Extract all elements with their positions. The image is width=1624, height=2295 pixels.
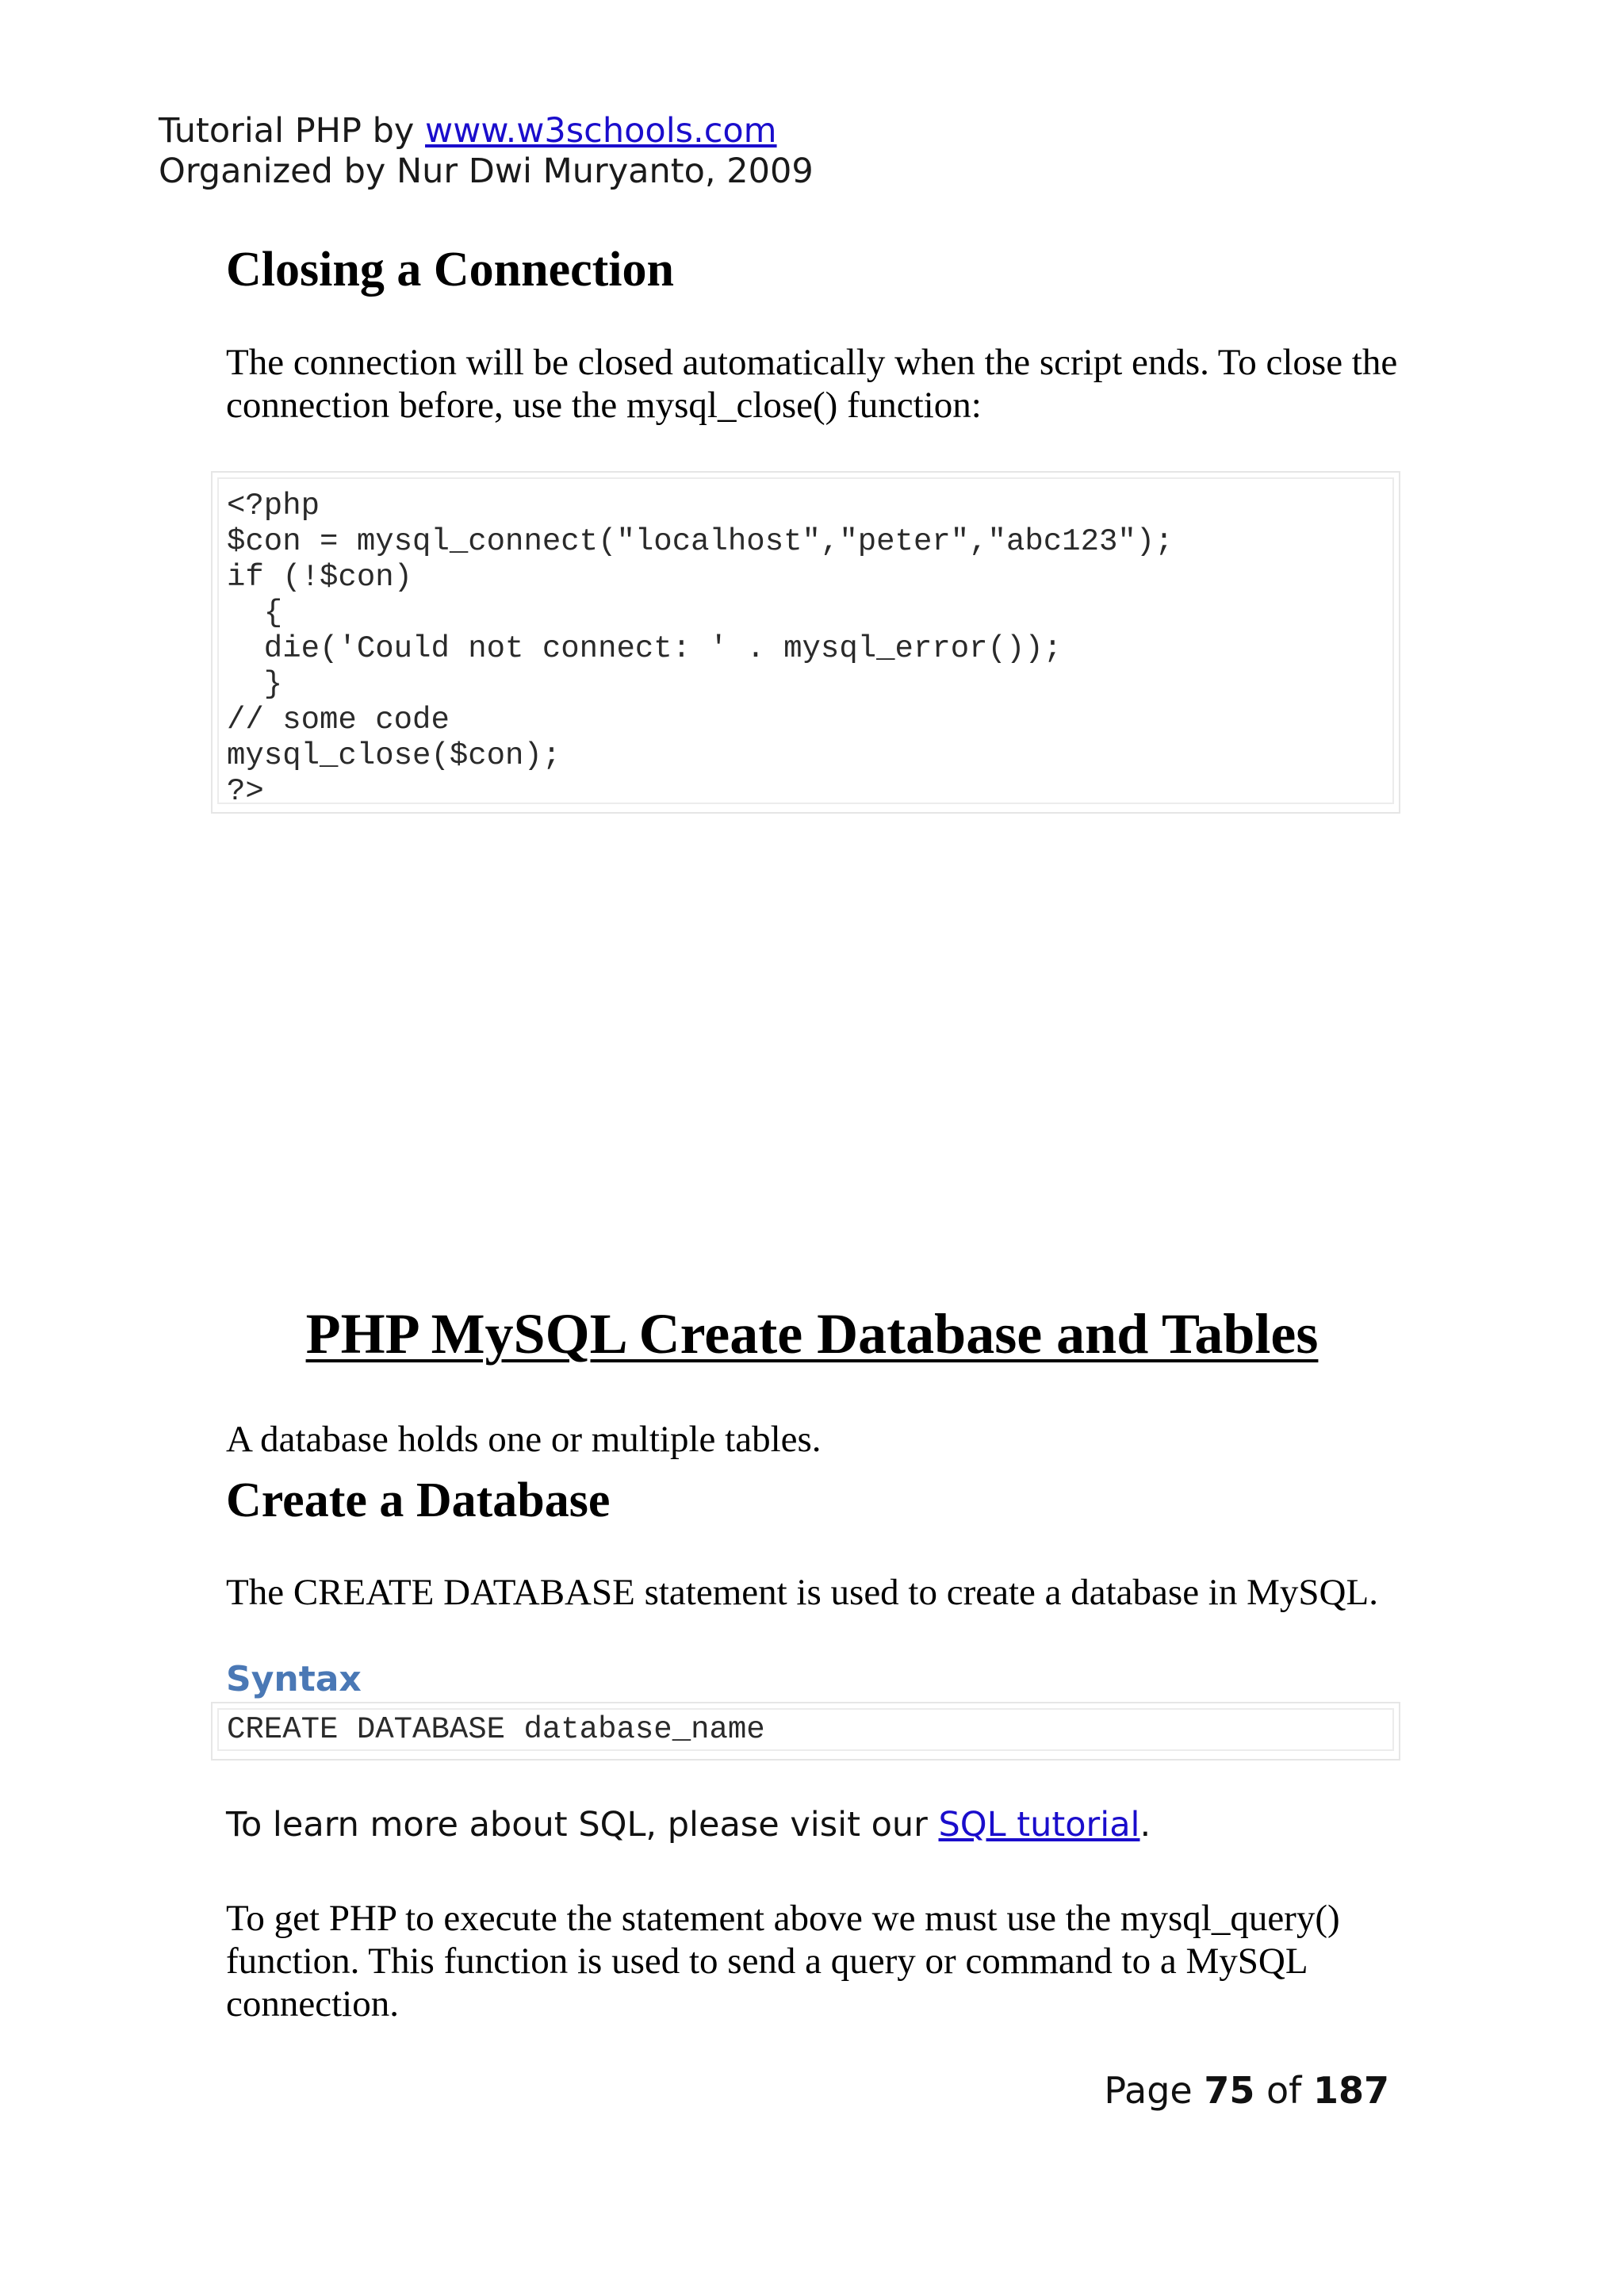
header-line-1 [159, 110, 777, 151]
learn-more-text [226, 1804, 1151, 1845]
total-pages: 187 [1312, 2069, 1389, 2112]
code-example-box [211, 471, 1400, 814]
page-word: Page [1104, 2069, 1193, 2112]
learn-more-suffix: . [1139, 1805, 1151, 1845]
w3schools-link[interactable]: www.w3schools.com [425, 111, 777, 151]
syntax-label: Syntax [226, 1659, 362, 1699]
mysql-query-paragraph: To get PHP to execute the statement above we must use the mysql_query() function. This function is used to send a query or command to a MySQL connection. [226, 1898, 1340, 2025]
chapter-title-text: PHP MySQL Create Database and Tables [305, 1302, 1319, 1366]
closing-connection-paragraph: The connection will be closed automatically when the script ends. To close the connection before, use the mysql_close() function: [226, 342, 1398, 426]
syntax-code: CREATE DATABASE database_name [227, 1712, 765, 1747]
chapter-intro: A database holds one or multiple tables. [226, 1419, 822, 1460]
closing-connection-heading: Closing a Connection [226, 243, 674, 297]
learn-more-prefix: To learn more about SQL, please visit our [226, 1805, 939, 1845]
create-database-paragraph: The CREATE DATABASE statement is used to create a database in MySQL. [226, 1572, 1378, 1613]
sql-tutorial-link[interactable]: SQL tutorial [938, 1805, 1140, 1845]
page-number: 75 [1204, 2069, 1255, 2112]
of-word: of [1266, 2069, 1302, 2112]
header-prefix: Tutorial PHP by [159, 111, 426, 151]
page-footer [1104, 2068, 1389, 2113]
chapter-title [0, 1302, 1624, 1366]
syntax-box [211, 1702, 1400, 1761]
create-database-heading: Create a Database [226, 1473, 611, 1527]
code-example: <?php $con = mysql_connect("localhost","peter","abc123"); if (!$con) { die('Could not connect: ' . mysql_error()); } // some code mysql_close($con); ?> [227, 489, 1174, 809]
header-line-2: Organized by Nur Dwi Muryanto, 2009 [159, 151, 814, 191]
